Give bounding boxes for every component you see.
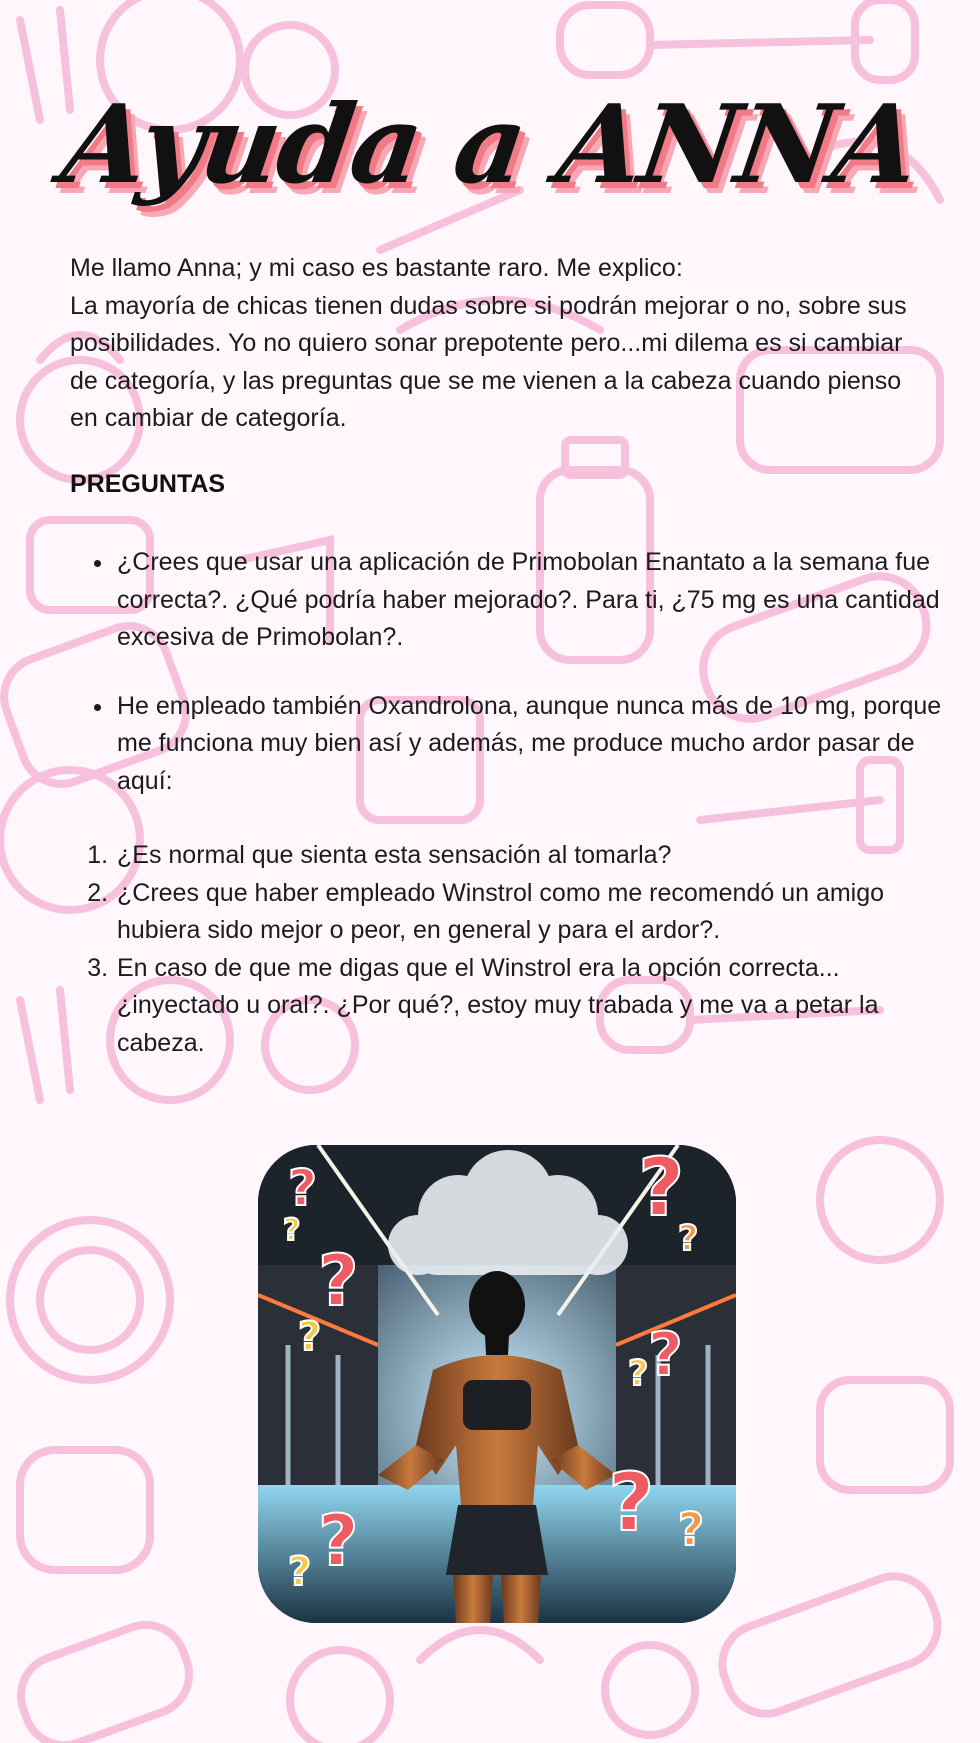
intro-paragraph: La mayoría de chicas tienen dudas sobre si podrán mejorar o no, sobre sus posibilidades. Yo no quiero sonar prepotente pero...mi dilema es si cambiar de categoría, y las preguntas que se me vienen a la cabeza cuando pienso en cambiar de categoría. [70,291,907,432]
svg-text:?: ? [678,1503,705,1556]
question-list [70,837,965,1062]
svg-text:?: ? [648,1320,683,1390]
bullet-list [70,544,965,831]
svg-text:?: ? [608,1456,655,1549]
svg-text:?: ? [288,1159,318,1217]
svg-text:?: ? [318,1500,359,1582]
intro-text [70,250,920,438]
list-item: 2. ¿Crees que haber empleado Winstrol como me recomendó un amigo hubiera sido mejor o peor, en general y para el ardor?. [115,875,965,950]
list-item: • ¿Crees que usar una aplicación de Primobolan Enantato a la semana fue correcta?. ¿Qué podría haber mejorado?. Para ti, ¿75 mg es una cantidad excesiva de Primobolan?. [115,544,965,657]
list-item: 1. ¿Es normal que sienta esta sensación al tomarla? [115,837,965,875]
woman-back-with-question-marks-illustration [258,1145,736,1623]
svg-text:?: ? [288,1549,312,1595]
svg-text:?: ? [298,1314,322,1360]
intro-line: Me llamo Anna; y mi caso es bastante raro. Me explico: [70,254,683,282]
list-item: • He empleado también Oxandrolona, aunque nunca más de 10 mg, porque me funciona muy bien así y además, me produce mucho ardor pasar de aquí: [115,688,965,801]
svg-text:?: ? [678,1219,699,1259]
svg-text:?: ? [628,1354,649,1394]
page-title: Ayuda a ANNA [54,82,926,208]
list-item: 3. En caso de que me digas que el Winstrol era la opción correcta... ¿inyectado u oral?. ¿Por qué?, estoy muy trabada y me va a petar la cabeza. [115,950,965,1063]
section-heading: PREGUNTAS [70,470,226,498]
svg-text:?: ? [638,1145,685,1234]
svg-text:?: ? [318,1240,359,1322]
svg-text:?: ? [283,1213,301,1248]
